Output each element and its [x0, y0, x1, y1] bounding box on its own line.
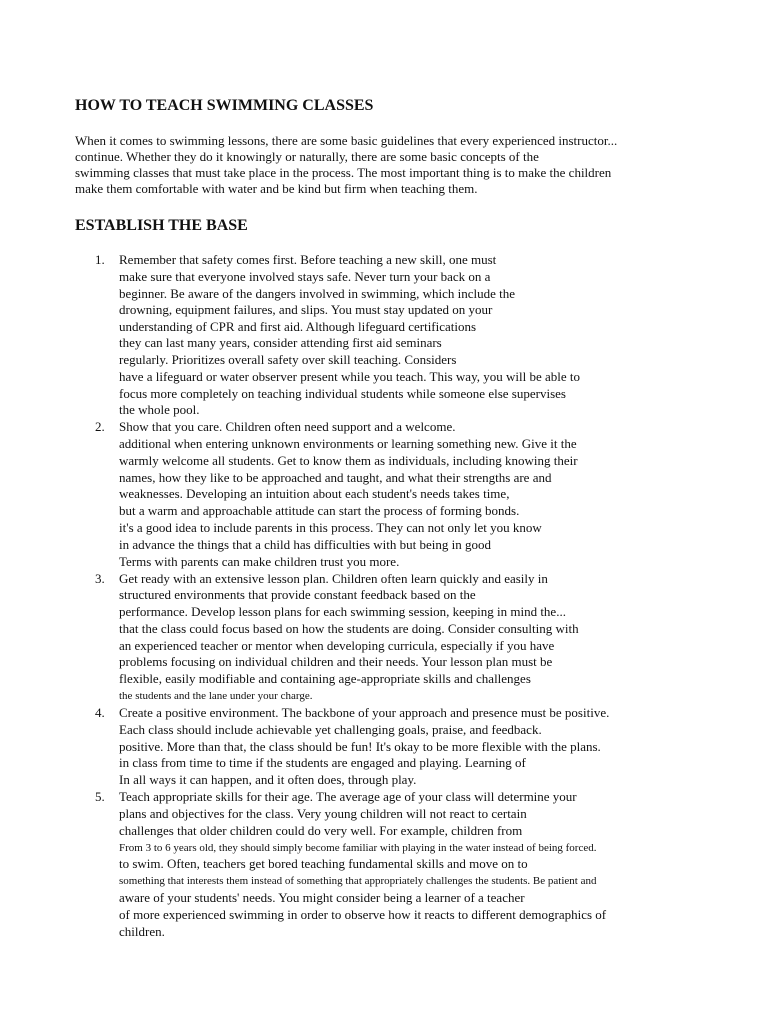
list-item-line: Terms with parents can make children trust you more.	[119, 554, 400, 569]
list-item-line: beginner. Be aware of the dangers involved in swimming, which include the	[119, 286, 516, 301]
intro-line: swimming classes that must take place in the process. The most important thing is to make the children	[75, 165, 612, 180]
intro-line: When it comes to swimming lessons, there are some basic guidelines that every experienced instructor...	[75, 133, 618, 148]
list-item-line: From 3 to 6 years old, they should simply become familiar with playing in the water instead of being forced.	[119, 842, 597, 854]
list-item-line: flexible, easily modifiable and containing age-appropriate skills and challenges	[119, 671, 531, 686]
list-item-line: Create a positive environment. The backbone of your approach and presence must be positive.	[119, 705, 610, 720]
list-number: 3.	[95, 571, 105, 586]
list-item-line: focus more completely on teaching individual students while someone else supervises	[119, 386, 566, 401]
list-item-line: weaknesses. Developing an intuition about each student's needs takes time,	[119, 486, 510, 501]
list-item-line: structured environments that provide constant feedback based on the	[119, 587, 476, 602]
list-item-line: make sure that everyone involved stays safe. Never turn your back on a	[119, 269, 491, 284]
list-item-line: something that interests them instead of something that appropriately challenges the students. Be patient and	[119, 875, 597, 887]
list-number: 1.	[95, 252, 105, 267]
list-item-line: regularly. Prioritizes overall safety over skill teaching. Considers	[119, 352, 457, 367]
list-item-line: understanding of CPR and first aid. Although lifeguard certifications	[119, 319, 477, 334]
list-item-line: In all ways it can happen, and it often does, through play.	[119, 772, 417, 787]
list-item-line: an experienced teacher or mentor when developing curricula, especially if you have	[119, 638, 555, 653]
list-item-line: Get ready with an extensive lesson plan. Children often learn quickly and easily in	[119, 571, 548, 586]
intro-line: make them comfortable with water and be kind but firm when teaching them.	[75, 181, 478, 196]
list-item-line: that the class could focus based on how the students are doing. Consider consulting with	[119, 621, 579, 636]
list-number: 2.	[95, 419, 105, 434]
list-item-line: the students and the lane under your charge.	[119, 690, 313, 702]
list-item-line: performance. Develop lesson plans for each swimming session, keeping in mind the...	[119, 604, 566, 619]
list-item-line: Teach appropriate skills for their age. The average age of your class will determine your	[119, 789, 577, 804]
list-item-line: problems focusing on individual children and their needs. Your lesson plan must be	[119, 654, 553, 669]
list-number: 5.	[95, 789, 105, 804]
list-item-line: the whole pool.	[119, 402, 200, 417]
list-item-line: names, how they like to be approached and taught, and what their strengths are and	[119, 470, 552, 485]
list-item-line: Show that you care. Children often need support and a welcome.	[119, 419, 456, 434]
list-item-line: children.	[119, 924, 165, 939]
list-item-line: aware of your students' needs. You might consider being a learner of a teacher	[119, 890, 525, 905]
list-item-line: to swim. Often, teachers get bored teaching fundamental skills and move on to	[119, 856, 528, 871]
list-item-line: have a lifeguard or water observer present while you teach. This way, you will be able to	[119, 369, 580, 384]
list-item-line: Remember that safety comes first. Before teaching a new skill, one must	[119, 252, 497, 267]
document-title: HOW TO TEACH SWIMMING CLASSES	[75, 97, 374, 114]
list-item-line: additional when entering unknown environments or learning something new. Give it the	[119, 436, 577, 451]
list-item-line: warmly welcome all students. Get to know them as individuals, including knowing their	[119, 453, 578, 468]
list-item-line: in advance the things that a child has difficulties with but being in good	[119, 537, 491, 552]
list-item-line: in class from time to time if the students are engaged and playing. Learning of	[119, 755, 526, 770]
list-item-line: Each class should include achievable yet challenging goals, praise, and feedback.	[119, 722, 542, 737]
list-number: 4.	[95, 705, 105, 720]
list-item-line: plans and objectives for the class. Very young children will not react to certain	[119, 806, 527, 821]
list-item-line: challenges that older children could do very well. For example, children from	[119, 823, 523, 838]
list-item-line: positive. More than that, the class should be fun! It's okay to be more flexible with the plans.	[119, 739, 601, 754]
intro-line: continue. Whether they do it knowingly or naturally, there are some basic concepts of the	[75, 149, 539, 164]
list-item-line: drowning, equipment failures, and slips. You must stay updated on your	[119, 302, 493, 317]
list-item-line: of more experienced swimming in order to observe how it reacts to different demographics of	[119, 907, 607, 922]
list-item-line: they can last many years, consider attending first aid seminars	[119, 335, 442, 350]
section-heading: ESTABLISH THE BASE	[75, 217, 248, 234]
list-item-line: it's a good idea to include parents in this process. They can not only let you know	[119, 520, 542, 535]
list-item-line: but a warm and approachable attitude can start the process of forming bonds.	[119, 503, 520, 518]
